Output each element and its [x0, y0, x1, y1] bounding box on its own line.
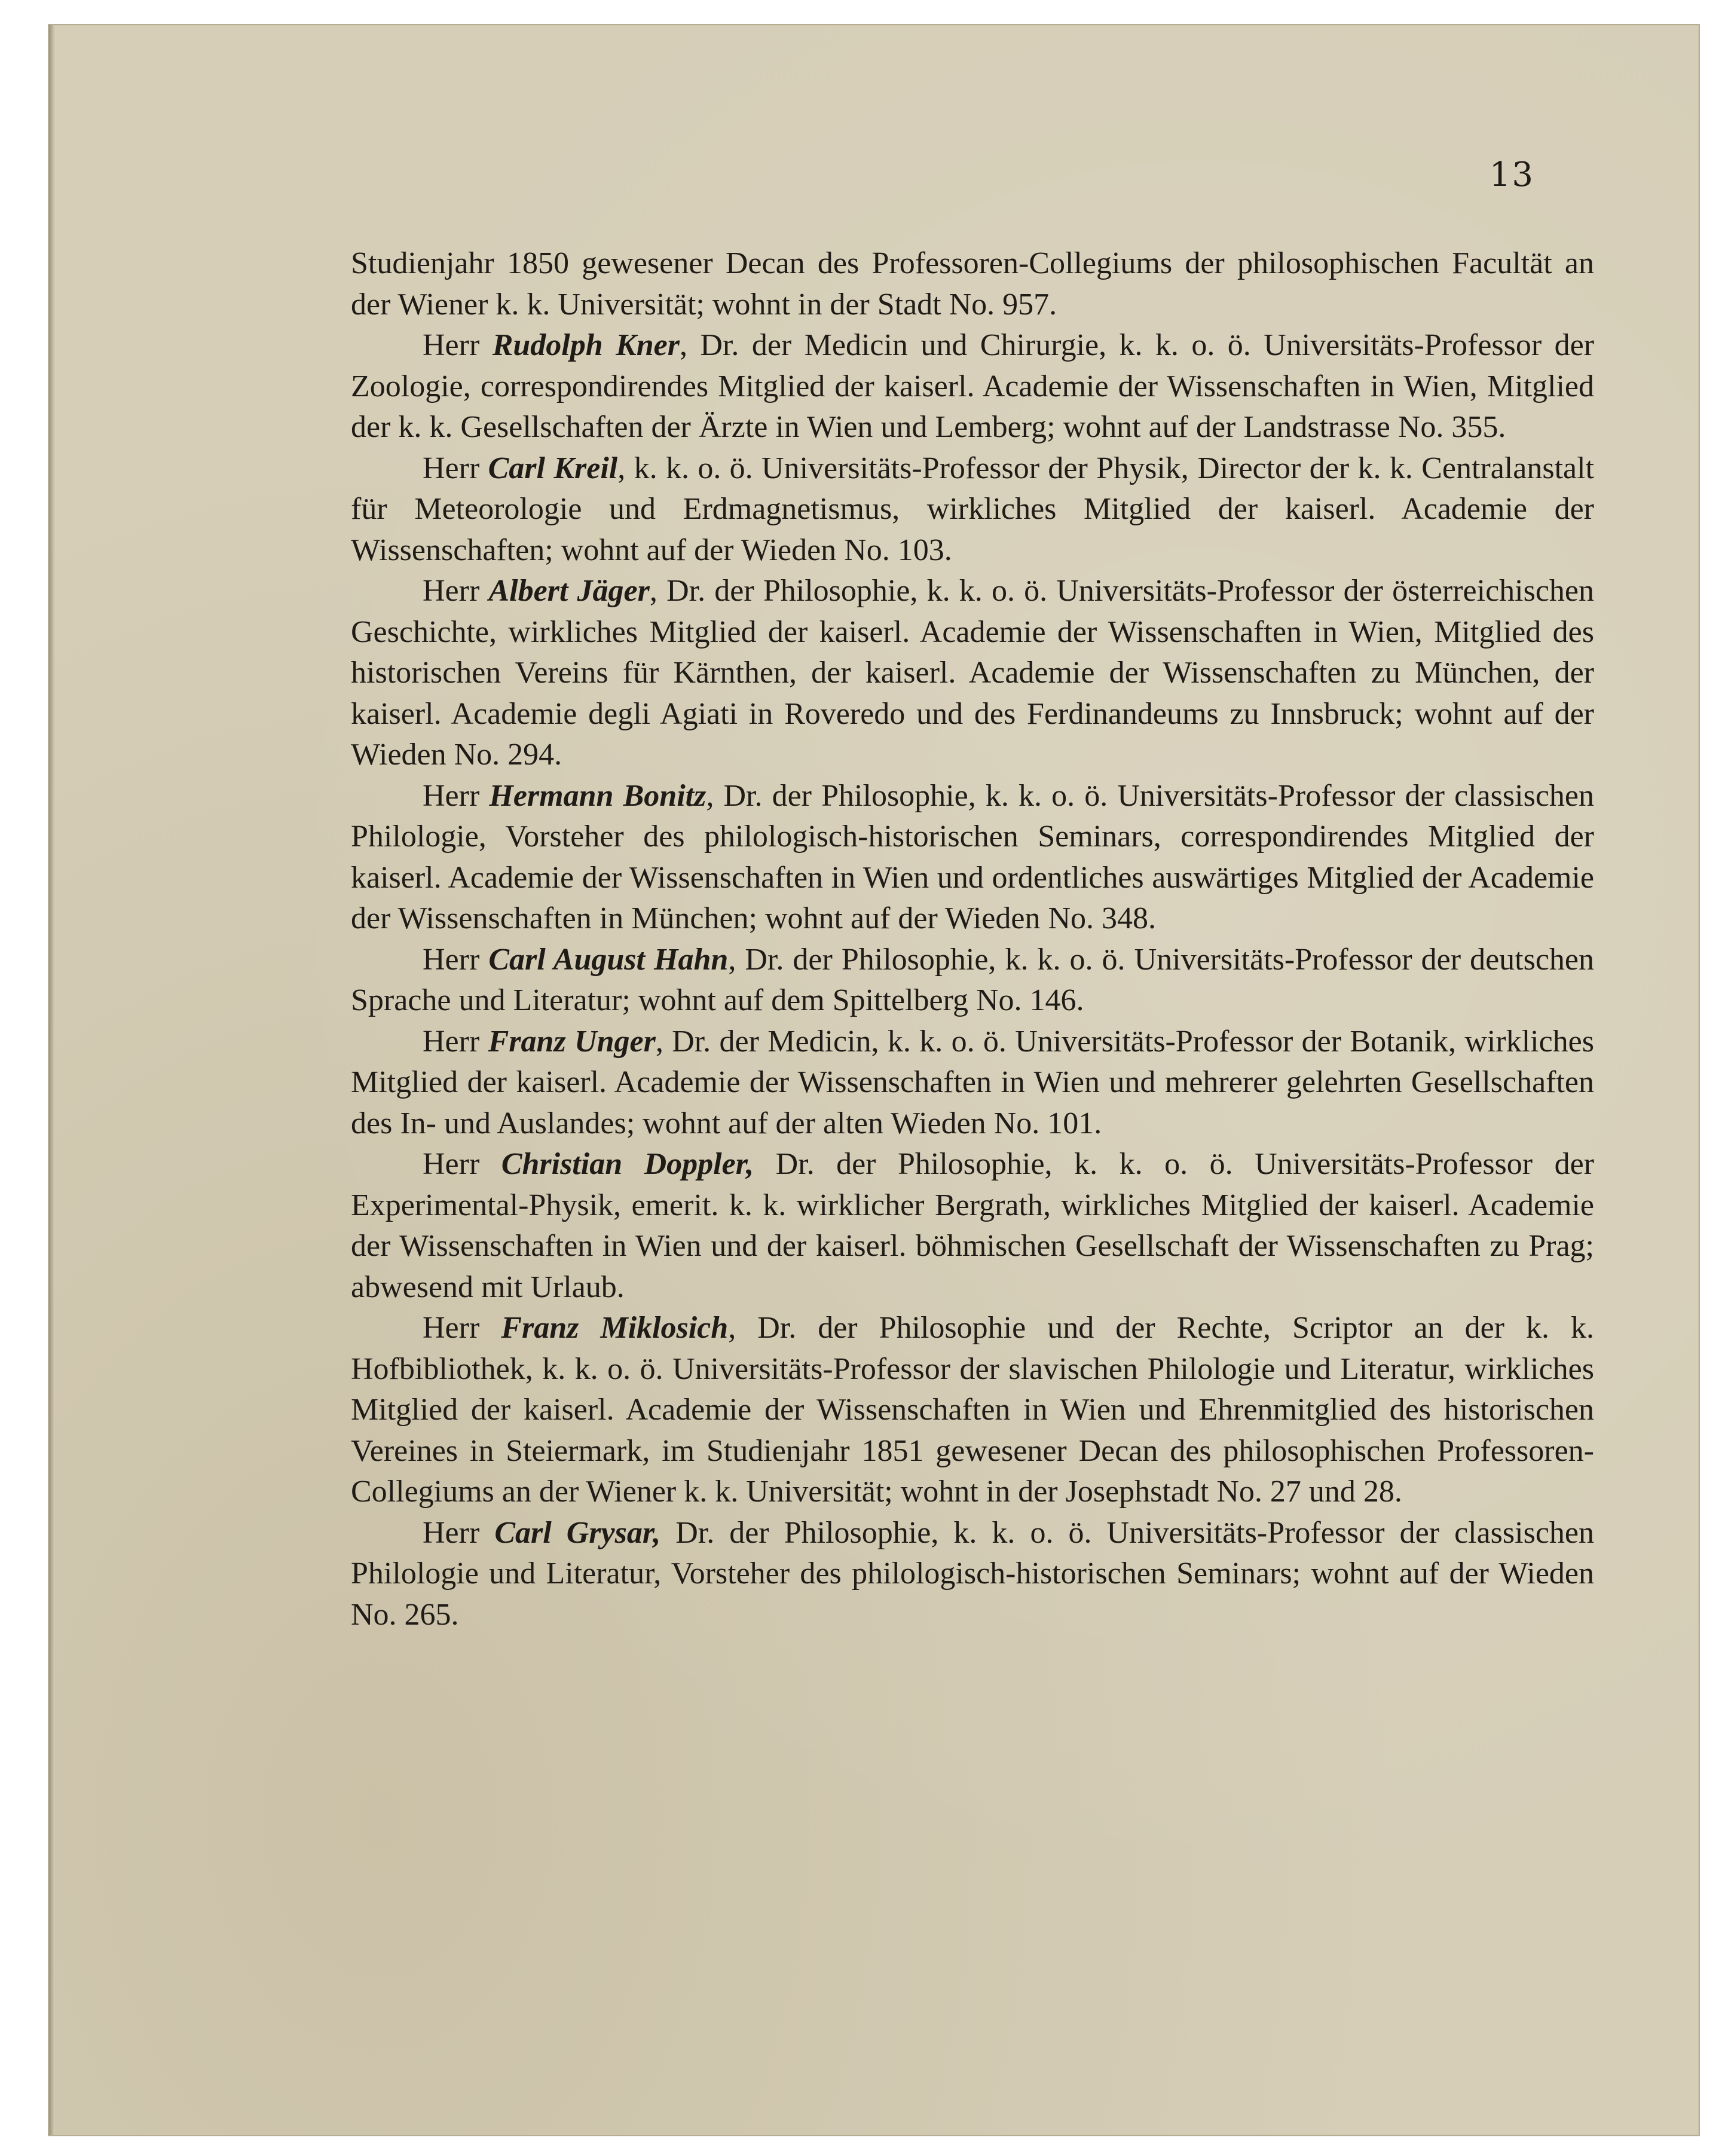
entry-text: , Dr. der Medicin und Chirurgie, k. k. o. ö. Universitäts-Professor der Zoologie, correspondirendes Mitglied der kaiserl. Academie der Wissenschaften in Wien, Mitglied der k. k. Gesellschaften der Ärzte in Wien und Lemberg; wohnt auf der Landstrasse No. 355.	[351, 328, 1595, 444]
entry-text: , k. k. o. ö. Universitäts-Professor der Physik, Director der k. k. Centralanstalt für Meteorologie und Erdmagnetismus, wirkliches Mitglied der kaiserl. Academie der Wissenschaften; wohnt auf der Wieden No. 103.	[351, 451, 1594, 567]
person-name: Carl August Hahn	[488, 942, 729, 977]
paragraph-text: Studienjahr 1850 gewesener Decan des Professoren-Collegiums der philosophischen Facultät an der Wiener k. k. Universität; wohnt in der Stadt No. 957.	[351, 246, 1594, 322]
person-name: Rudolph Kner	[492, 328, 680, 362]
entry-kreil	[351, 448, 1594, 571]
entry-grysar	[351, 1513, 1594, 1636]
page-number: 13	[1489, 155, 1534, 194]
entry-miklosich	[351, 1308, 1594, 1513]
book-page	[48, 24, 1700, 2136]
entry-text: , Dr. der Philosophie und der Rechte, Scriptor an der k. k. Hofbibliothek, k. k. o. ö. Universitäts-Professor der slavischen Philologie und Literatur, wirkliches Mitglied der kaiserl. Academie der Wissenschaften in Wien und Ehrenmitglied des historischen Vereines in Steiermark, im Studienjahr 1851 gewesener Decan des philosophischen Professoren-Collegiums an der Wiener k. k. Universität; wohnt in der Josephstadt No. 27 und 28.	[351, 1311, 1595, 1509]
entry-prefix: Herr	[423, 1147, 480, 1181]
entry-text: , Dr. der Philosophie, k. k. o. ö. Universitäts-Professor der deutschen Sprache und Literatur; wohnt auf dem Spittelberg No. 146.	[351, 942, 1595, 1017]
entry-bonitz	[351, 776, 1594, 940]
person-name: Christian Doppler,	[501, 1147, 754, 1181]
entry-text: , Dr. der Medicin, k. k. o. ö. Universitäts-Professor der Botanik, wirkliches Mitglied der kaiserl. Academie der Wissenschaften in Wien und mehrerer gelehrten Gesellschaften des In- und Auslandes; wohnt auf der alten Wieden No. 101.	[351, 1024, 1594, 1140]
entry-text: Dr. der Philosophie, k. k. o. ö. Universitäts-Professor der Experimental-Physik, emerit. k. k. wirklicher Bergrath, wirkliches Mitglied der kaiserl. Academie der Wissenschaften in Wien und der kaiserl. böhmischen Gesellschaft der Wissenschaften zu Prag; abwesend mit Urlaub.	[351, 1147, 1595, 1304]
entry-prefix: Herr	[423, 1311, 480, 1345]
person-name: Franz Miklosich	[501, 1311, 729, 1345]
page-spine-shadow	[49, 25, 55, 2135]
page-body	[351, 243, 1594, 1635]
entry-hahn	[351, 940, 1594, 1022]
entry-text: Dr. der Philosophie, k. k. o. ö. Universitäts-Professor der classischen Philologie und Literatur, Vorsteher des philologisch-historischen Seminars; wohnt auf der Wieden No. 265.	[351, 1515, 1594, 1632]
entry-prefix: Herr	[423, 778, 480, 813]
entry-text: , Dr. der Philosophie, k. k. o. ö. Universitäts-Professor der österreichischen Geschichte, wirkliches Mitglied der kaiserl. Academie der Wissenschaften in Wien, Mitglied des historischen Vereins für Kärnthen, der kaiserl. Academie der Wissenschaften zu München, der kaiserl. Academie degli Agiati in Roveredo und des Ferdinandeums zu Innsbruck; wohnt auf der Wieden No. 294.	[351, 574, 1595, 772]
person-name: Carl Kreil	[488, 451, 618, 485]
entry-prefix: Herr	[423, 1024, 480, 1059]
entry-jaeger	[351, 571, 1594, 776]
entry-prefix: Herr	[423, 574, 480, 608]
person-name: Carl Grysar,	[494, 1515, 661, 1550]
person-name: Hermann Bonitz	[489, 778, 707, 813]
entry-doppler	[351, 1144, 1594, 1308]
entry-prefix: Herr	[423, 1515, 480, 1550]
entry-kner	[351, 325, 1594, 448]
entry-unger	[351, 1022, 1594, 1145]
entry-text: , Dr. der Philosophie, k. k. o. ö. Universitäts-Professor der classischen Philologie, Vorsteher des philologisch-historischen Seminars, correspondirendes Mitglied der kaiserl. Academie der Wissenschaften in Wien und ordentliches auswärtiges Mitglied der Academie der Wissenschaften in München; wohnt auf der Wieden No. 348.	[351, 778, 1594, 935]
person-name: Albert Jäger	[488, 574, 650, 608]
entry-prefix: Herr	[423, 451, 480, 485]
paragraph-continuation	[351, 243, 1594, 325]
entry-prefix: Herr	[423, 328, 480, 362]
entry-prefix: Herr	[423, 942, 480, 977]
person-name: Franz Unger	[488, 1024, 656, 1059]
